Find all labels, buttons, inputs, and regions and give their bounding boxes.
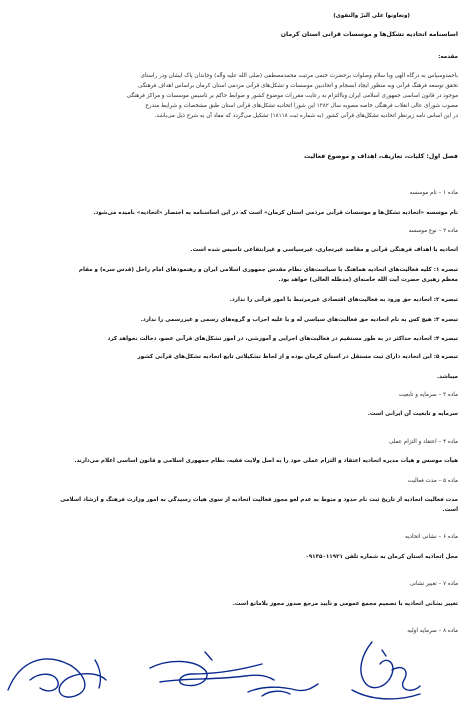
note-line: تبصره ۴: اتحادیه حداکثر در به طور مستقیم در فعالیت‌های اجرایی و آموزشی، در امور تشکل‌های قرآنی عضو، دخالت نخواهد کرد [107,336,458,342]
note-line: تبصره ۳: هیچ کس به نام اتحادیه حق فعالیت‌های سیاسی له و یا علیه احزاب و گروه‌های رسمی و غیررسمی را ندارد. [140,317,458,323]
signature-3 [248,684,318,696]
article-title: ماده ۴ – اعتقاد و التزام عملی [388,439,458,445]
intro-line: در این اساس نامه زیرنظر اتحادیه تشکل‌های قرآنی کشور (به شماره ثبت ۱۸۱۱۸) تشکیل می‌گردد که مفاد آن به شرح ذیل می‌باشد. [154,113,458,119]
article-text: اتحادیه با اهداف فرهنگی قرآنی و مقاصد غیرتجاری، غیرسیاسی و غیرانتفاعی تاسیس شده است. [190,247,458,253]
article-text: هیأت موسس و هیأت مدیره اتحادیه اعتقاد و التزام عملی خود را به اصل ولایت فقیه، نظام جمهوری اسلامی و قانون اساسی اعلام می‌دارند. [74,458,458,464]
article-title: ماده ۱ – نام موسسه [409,190,458,196]
article-text: مدت فعالیت اتحادیه از تاریخ ثبت نام حدود و منوط به عدم لغو مجوز فعالیت اتحادیه از سوی هیأت رسیدگی به امور وزارت فرهنگ و ارشاد اسلامی [60,497,458,503]
article-title: ماده ۶ – نشانی اتحادیه [405,534,458,540]
signature-4 [352,642,420,699]
article-title: ماده ۲ – نوع موسسه [408,228,458,234]
signature-2 [150,652,274,686]
intro-line: تحقق توسعه فرهنگ قرآنی وبه منظور ایجاد انسجام و اتحادبین موسسات و تشکل‌های قرآنی مردمی استان کرمان براساس اهداف فرهنگی [138,83,458,89]
note-line: معظم رهبری حضرت آیت الله خامنه‌ای (مدظله العالی) خواهد بود. [278,277,458,283]
verse-heading: (وتعاونوا علی البرّ والتقوی) [333,13,410,19]
article-text: نام موسسه «اتحادیه تشکل‌ها و موسسات قرآنی مردمی استان کرمان» است که در این اساسنامه به اختصار «اتحادیه» نامیده می‌شود. [93,210,458,216]
article-title: ماده ۷ – تغییر نشانی [409,581,458,587]
document-title: اساسنامه اتحادیه تشکل‌ها و موسسات قرآنی استان کرمان [280,31,458,38]
chapter-heading: فصل اول: کلیات، تعاریف، اهداف و موضوع فعالیت [303,153,458,160]
article-title: ماده ۵ – مدت فعالیت [407,478,458,484]
note-line: تبصره ۵: این اتحادیه دارای ثبت مستقل در استان کرمان بوده و از لحاظ تشکیلاتی تابع اتحادیه تشکل‌های قرآنی کشور [137,354,458,360]
article-text: است. [442,507,458,513]
article-text: سرمایه و تابعیت آن ایرانی است. [367,411,458,417]
signatures [0,630,472,707]
intro-line: موجود در قانون اساسی جمهوری اسلامی ایران وباالتزام به رعایت مقررات موضوع کشور و ضوابط حاکم بر تاسیس موسسات و مراکز فرهنگی [126,93,458,99]
intro-heading: مقدمه: [438,54,458,60]
article-title: ماده ۳ – سرمایه و تابعیت [398,392,458,398]
article-text: محل اتحادیه استان کرمان به شماره تلفن ۰۹۱۳۵۰۱۱۹۲۱ [305,554,458,560]
article-title: ماده ۸ – سرمایه اولیه [407,628,458,634]
note-line: میباشد. [437,374,458,380]
note-line: تبصره ۱: کلیه فعالیت‌های اتحادیه هماهنگ با سیاست‌های نظام مقدس جمهوری اسلامی ایران و رهنمودهای امام راحل (قدس سره) و مقام [78,267,458,273]
intro-line: باحمدوسپاس به درگاه الهی وبا سلام وصلوات برحضرت ختمی مرتبت محمدمصطفی (صلی الله علیه وآله) وخاندان پاک ایشان ودر راستای [140,73,458,79]
article-text: تغییر نشانی اتحادیه با تصمیم مجمع عمومی و تأیید مرجع صدور مجوز بلامانع است. [232,601,458,607]
intro-line: مصوب شورای عالی انقلاب فرهنگی خاصه مصوبه سال ۱۳۸۲ این شورا اتحادیه تشکل‌های قرآنی استان طبق مشخصات و شرایط مندرج [145,103,458,109]
signature-1 [8,659,106,697]
note-line: تبصره ۲: اتحادیه حق ورود به فعالیت‌های اقتصادی غیرمرتبط با امور قرآنی را ندارد. [229,297,458,303]
